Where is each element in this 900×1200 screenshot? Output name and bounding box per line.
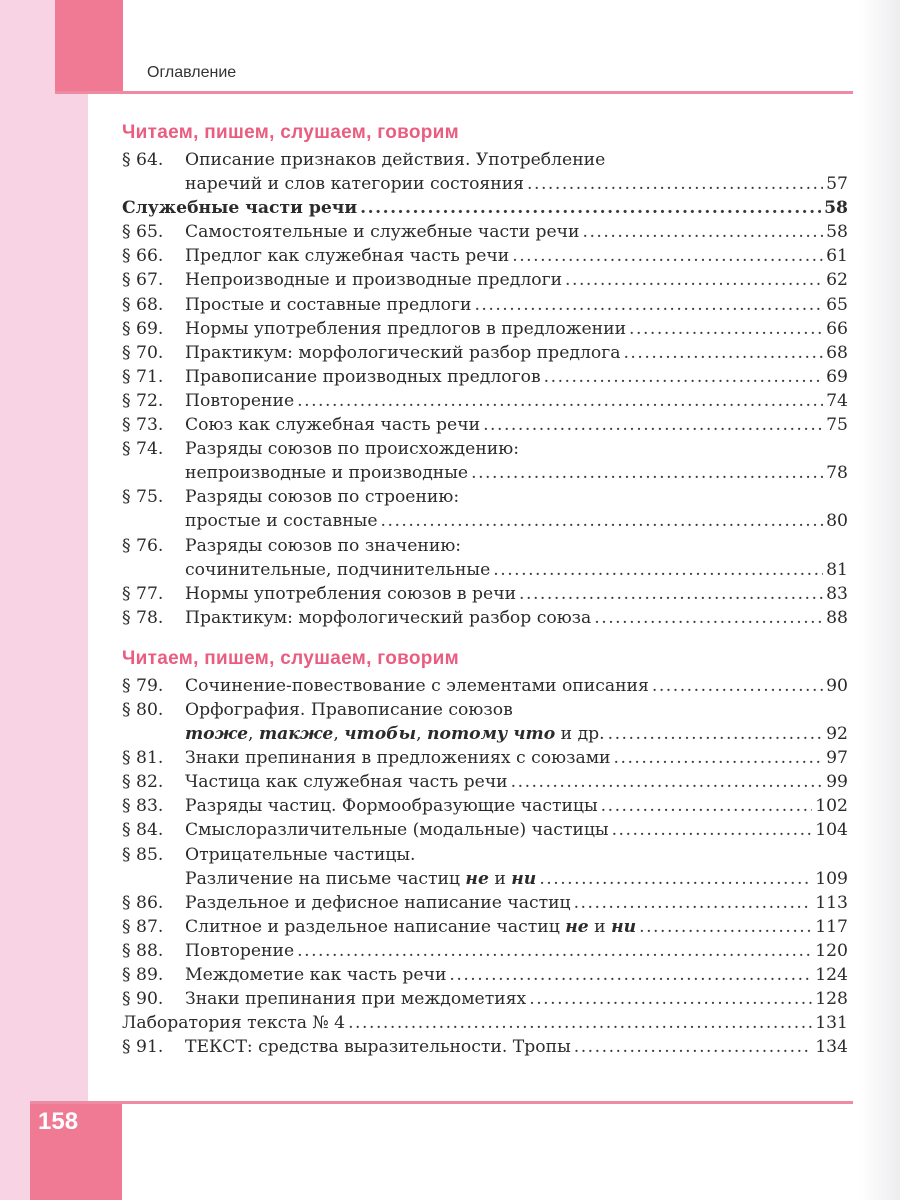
entry-title: наречий и слов категории состояния — [185, 174, 525, 195]
dot-leader — [614, 746, 824, 770]
entry-title — [185, 915, 636, 939]
toc-entry[interactable] — [122, 437, 848, 485]
footer-rule — [30, 1101, 853, 1104]
toc-entry[interactable] — [122, 939, 848, 963]
emphasized-term: не — [465, 868, 489, 889]
page-ref: 65 — [826, 294, 848, 315]
page-number: 158 — [38, 1108, 79, 1135]
dot-leader — [612, 818, 813, 842]
entry-title: Повторение — [185, 390, 295, 411]
section-number: § 75. — [122, 487, 164, 508]
page-ref: 62 — [826, 270, 848, 291]
title-fragment: и — [488, 868, 512, 889]
section-number: § 77. — [122, 583, 164, 604]
entry-title: Самостоятельные и служебные части речи — [185, 222, 580, 243]
entry-title: непроизводные и производные — [185, 463, 469, 484]
toc-entry[interactable] — [122, 293, 848, 317]
page-ref: 104 — [815, 820, 848, 841]
page-ref: 128 — [815, 989, 848, 1010]
toc-entry[interactable] — [122, 698, 848, 746]
emphasized-term: ни — [611, 916, 637, 937]
entry-title: Орфография. Правописание союзов — [185, 699, 513, 720]
toc-entry[interactable] — [122, 317, 848, 341]
section-number: § 73. — [122, 415, 164, 436]
page-ref: 78 — [826, 463, 848, 484]
entry-title — [185, 867, 536, 891]
page-ref: 131 — [815, 1013, 848, 1034]
dot-leader — [529, 987, 812, 1011]
section-number: § 72. — [122, 390, 164, 411]
header-accent-block — [55, 0, 123, 93]
section-number: § 88. — [122, 940, 164, 961]
section-number: § 91. — [122, 1037, 164, 1058]
title-fragment: , — [416, 724, 428, 745]
header-rule — [55, 91, 853, 94]
title-fragment: , — [333, 724, 345, 745]
section-number: § 82. — [122, 772, 164, 793]
section-number: § 79. — [122, 675, 164, 696]
toc-entry[interactable] — [122, 915, 848, 939]
entry-title: Практикум: морфологический разбор союза — [185, 607, 592, 628]
entry-title — [185, 722, 605, 746]
dot-leader — [511, 770, 823, 794]
toc-entry[interactable] — [122, 148, 848, 196]
dot-leader — [565, 268, 823, 292]
page-ref: 97 — [826, 748, 848, 769]
section-number: § 64. — [122, 150, 164, 170]
toc-entry[interactable] — [122, 196, 848, 220]
page-ref: 90 — [826, 675, 848, 696]
dot-leader — [623, 341, 823, 365]
entry-title: Служебные части речи — [122, 198, 358, 219]
dot-leader — [544, 365, 823, 389]
toc-entry[interactable] — [122, 1011, 848, 1035]
section-number: § 76. — [122, 535, 164, 556]
entry-title: Отрицательные частицы. — [185, 844, 416, 865]
dot-leader — [297, 939, 812, 963]
entry-title: Повторение — [185, 940, 295, 961]
entry-title: Союз как служебная часть речи — [185, 415, 481, 436]
dot-leader — [652, 674, 823, 698]
section-number: § 66. — [122, 246, 164, 267]
entry-title: Знаки препинания в предложениях с союзами — [185, 748, 611, 769]
dot-leader — [608, 722, 824, 746]
section-number: § 87. — [122, 916, 164, 937]
toc-entry[interactable] — [122, 365, 848, 389]
dot-leader — [574, 1035, 812, 1059]
toc-entry[interactable] — [122, 770, 848, 794]
title-fragment: Слитное и раздельное написание частиц — [185, 916, 566, 937]
emphasized-term: потому что — [427, 724, 556, 745]
page-ref: 57 — [826, 174, 848, 195]
toc-entry[interactable] — [122, 746, 848, 770]
dot-leader — [574, 891, 813, 915]
entry-title: Знаки препинания при междометиях — [185, 989, 527, 1010]
section-number: § 85. — [122, 844, 164, 865]
entry-title: Правописание производных предлогов — [185, 366, 541, 387]
section-heading: Читаем, пишем, слушаем, говорим — [122, 122, 459, 143]
entry-title: Нормы употребления предлогов в предложении — [185, 318, 627, 339]
entry-title: Лаборатория текста № 4 — [122, 1013, 346, 1034]
toc-entry[interactable] — [122, 485, 848, 533]
dot-leader — [601, 794, 813, 818]
entry-title: Разряды союзов по значению: — [185, 535, 462, 556]
toc-entry[interactable] — [122, 389, 848, 413]
entry-title: Нормы употребления союзов в речи — [185, 583, 517, 604]
toc-entry[interactable] — [122, 582, 848, 606]
entry-title: Предлог как служебная часть речи — [185, 246, 510, 267]
section-number: § 83. — [122, 796, 164, 817]
emphasized-term: не — [565, 916, 589, 937]
table-of-contents — [122, 118, 848, 1059]
toc-entry[interactable] — [122, 818, 848, 842]
page-ref: 83 — [826, 583, 848, 604]
page-ref: 75 — [826, 415, 848, 436]
dot-leader — [360, 196, 821, 220]
dot-leader — [539, 867, 812, 891]
toc-entry[interactable] — [122, 963, 848, 987]
page-ref: 109 — [815, 868, 848, 889]
section-number: § 90. — [122, 989, 164, 1010]
page-ref: 80 — [826, 511, 848, 532]
emphasized-term: тоже — [185, 724, 249, 745]
section-number: § 68. — [122, 294, 164, 315]
dot-leader — [583, 220, 824, 244]
title-fragment: и — [588, 916, 612, 937]
toc-entry[interactable] — [122, 244, 848, 268]
title-fragment: Различение на письме частиц — [185, 868, 466, 889]
entry-title: Практикум: морфологический разбор предлога — [185, 342, 621, 363]
page-ref: 58 — [824, 198, 848, 219]
entry-title: Описание признаков действия. Употребление — [185, 150, 606, 170]
page-ref: 69 — [826, 366, 848, 387]
entry-title: Разряды союзов по строению: — [185, 487, 460, 508]
entry-title: ТЕКСТ: средства выразительности. Тропы — [185, 1037, 571, 1058]
page-ref: 74 — [826, 390, 848, 411]
dot-leader — [449, 963, 812, 987]
toc-entry[interactable] — [122, 674, 848, 698]
page-ref: 124 — [815, 965, 848, 985]
section-number: § 67. — [122, 270, 164, 291]
toc-entry[interactable] — [122, 606, 848, 630]
emphasized-term: ни — [511, 868, 537, 889]
dot-leader — [512, 244, 823, 268]
dot-leader — [471, 461, 823, 485]
dot-leader — [629, 317, 823, 341]
section-number: § 86. — [122, 892, 164, 913]
section-number: § 80. — [122, 699, 164, 720]
entry-title: Смыслоразличительные (модальные) частицы — [185, 820, 609, 841]
section-number: § 84. — [122, 820, 164, 841]
dot-leader — [381, 509, 824, 533]
toc-entry[interactable] — [122, 843, 848, 891]
page-ref: 68 — [826, 342, 848, 363]
section-number: § 65. — [122, 222, 164, 243]
dot-leader — [519, 582, 823, 606]
emphasized-term: чтобы — [344, 724, 417, 745]
page-ref: 61 — [826, 246, 848, 267]
page-ref: 113 — [815, 892, 848, 913]
dot-leader — [594, 606, 823, 630]
toc-entry[interactable] — [122, 1035, 848, 1059]
page-ref: 120 — [815, 940, 848, 961]
dot-leader — [639, 915, 812, 939]
dot-leader — [527, 172, 823, 196]
section-number: § 70. — [122, 342, 164, 363]
page-ref: 58 — [826, 222, 848, 243]
title-fragment: и др. — [555, 724, 605, 745]
page-ref: 66 — [826, 318, 848, 339]
dot-leader — [493, 558, 823, 582]
toc-entry[interactable] — [122, 341, 848, 365]
page-ref: 99 — [826, 772, 848, 793]
section-number: § 89. — [122, 965, 164, 985]
dot-leader — [297, 389, 823, 413]
section-number: § 71. — [122, 366, 164, 387]
dot-leader — [348, 1011, 812, 1035]
toc-entry[interactable] — [122, 413, 848, 437]
dot-leader — [474, 293, 823, 317]
section-number: § 74. — [122, 439, 164, 460]
toc-entry[interactable] — [122, 987, 848, 1011]
entry-title: Междометие как часть речи — [185, 965, 447, 985]
page-ref: 81 — [826, 559, 848, 580]
page-ref: 88 — [826, 607, 848, 628]
toc-entry[interactable] — [122, 794, 848, 818]
entry-title: Сочинение-повествование с элементами описания — [185, 675, 649, 696]
entry-title: сочинительные, подчинительные — [185, 559, 491, 580]
section-number: § 81. — [122, 748, 164, 769]
page-ref: 102 — [815, 796, 848, 817]
toc-entry[interactable] — [122, 534, 848, 582]
entry-title: Простые и составные предлоги — [185, 294, 472, 315]
page-ref: 134 — [815, 1037, 848, 1058]
page-ref: 117 — [815, 916, 848, 937]
toc-entry[interactable] — [122, 268, 848, 292]
entry-title: Частица как служебная часть речи — [185, 772, 508, 793]
section-heading: Читаем, пишем, слушаем, говорим — [122, 647, 459, 669]
page-edge-shadow — [860, 0, 900, 1200]
entry-title: Разряды союзов по происхождению: — [185, 439, 519, 460]
toc-entry[interactable] — [122, 220, 848, 244]
section-number: § 78. — [122, 607, 164, 628]
left-margin-strip — [0, 0, 88, 1200]
page-ref: 92 — [826, 724, 848, 745]
entry-title: Разряды частиц. Формообразующие частицы — [185, 796, 598, 817]
entry-title: Непроизводные и производные предлоги — [185, 270, 563, 291]
title-fragment: , — [248, 724, 259, 745]
section-number: § 69. — [122, 318, 164, 339]
entry-title: простые и составные — [185, 511, 378, 532]
dot-leader — [483, 413, 823, 437]
toc-entry[interactable] — [122, 891, 848, 915]
emphasized-term: также — [258, 724, 334, 745]
entry-title: Раздельное и дефисное написание частиц — [185, 892, 571, 913]
running-header: Оглавление — [147, 64, 237, 81]
